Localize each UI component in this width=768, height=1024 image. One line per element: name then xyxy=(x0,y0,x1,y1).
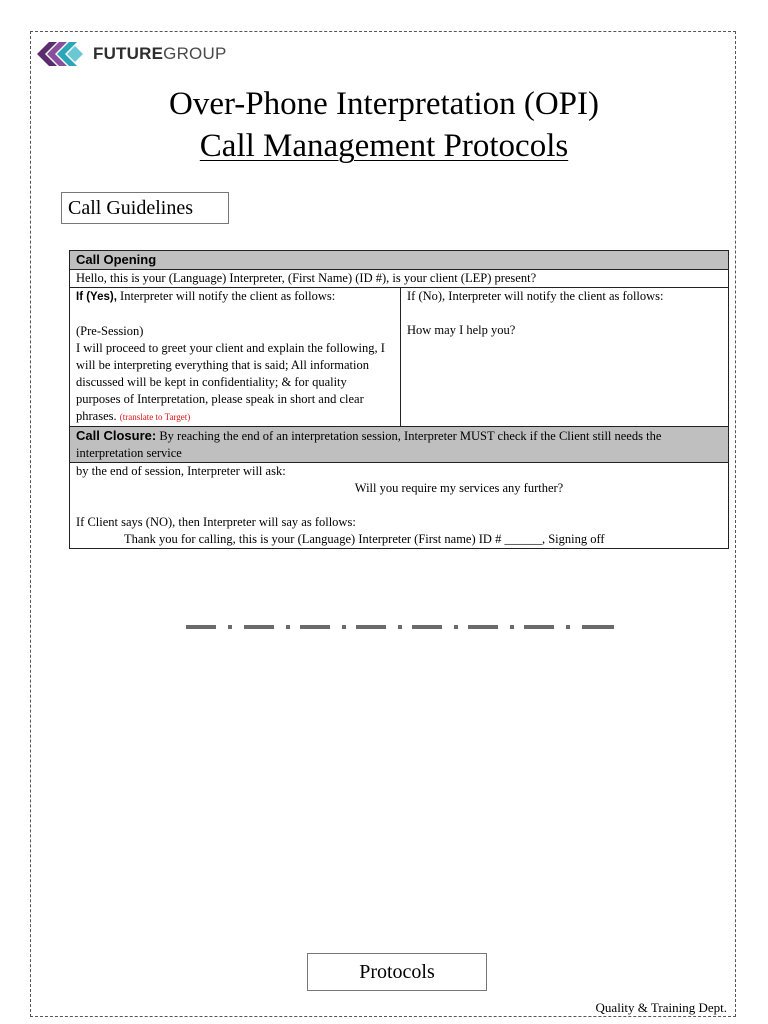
logo-text-bold: FUTURE xyxy=(93,44,164,63)
document-title: Over-Phone Interpretation (OPI) xyxy=(168,86,600,122)
greeting-row: Hello, this is your (Language) Interpreter, (First Name) (ID #), is your client (LEP) present? xyxy=(70,270,729,288)
closure-line-4: Thank you for calling, this is your (Language) Interpreter (First name) ID # ______, Signing off xyxy=(124,532,605,546)
call-closure-text: By reaching the end of an interpretation session, Interpreter MUST check if the Client still needs the interpretation service xyxy=(76,429,662,460)
footer-department: Quality & Training Dept. xyxy=(595,1000,727,1015)
call-closure-title: Call Closure: xyxy=(76,428,157,443)
company-logo xyxy=(37,38,226,70)
if-no-body: How may I help you? xyxy=(407,323,516,337)
if-yes-label: If (Yes), xyxy=(76,291,117,303)
protocols-label: Protocols xyxy=(307,953,487,991)
call-guidelines-label: Call Guidelines xyxy=(61,192,229,224)
logo-text-light: GROUP xyxy=(163,44,227,63)
decorative-dash-line xyxy=(186,620,614,634)
if-no-heading: If (No), Interpreter will notify the client as follows: xyxy=(407,289,664,303)
pre-session-body: I will proceed to greet your client and explain the following, I will be interpreting everything that is said; All information discussed will be kept in confidentiality; & for quality purposes of Interpretation, please speak in short and clear phrases. xyxy=(76,341,385,423)
document-subtitle: Call Management Protocols xyxy=(199,128,569,164)
logo-wordmark xyxy=(93,44,226,64)
call-opening-title: Call Opening xyxy=(76,252,157,267)
closure-line-2: Will you require my services any further? xyxy=(354,481,564,495)
closure-line-1: by the end of session, Interpreter will ask: xyxy=(76,464,286,478)
if-yes-text: Interpreter will notify the client as follows: xyxy=(116,289,336,303)
if-yes-cell xyxy=(70,288,401,427)
closure-body-cell xyxy=(70,463,729,549)
translate-note: (translate to Target) xyxy=(119,412,191,422)
protocols-table xyxy=(69,250,729,549)
pre-session-label: (Pre-Session) xyxy=(76,324,144,338)
call-opening-header xyxy=(70,251,729,270)
call-closure-header xyxy=(70,427,729,463)
if-no-cell xyxy=(401,288,729,427)
futuregroup-logo-icon xyxy=(37,38,89,70)
closure-line-3: If Client says (NO), then Interpreter will say as follows: xyxy=(76,515,356,529)
if-yes-heading xyxy=(76,288,394,306)
